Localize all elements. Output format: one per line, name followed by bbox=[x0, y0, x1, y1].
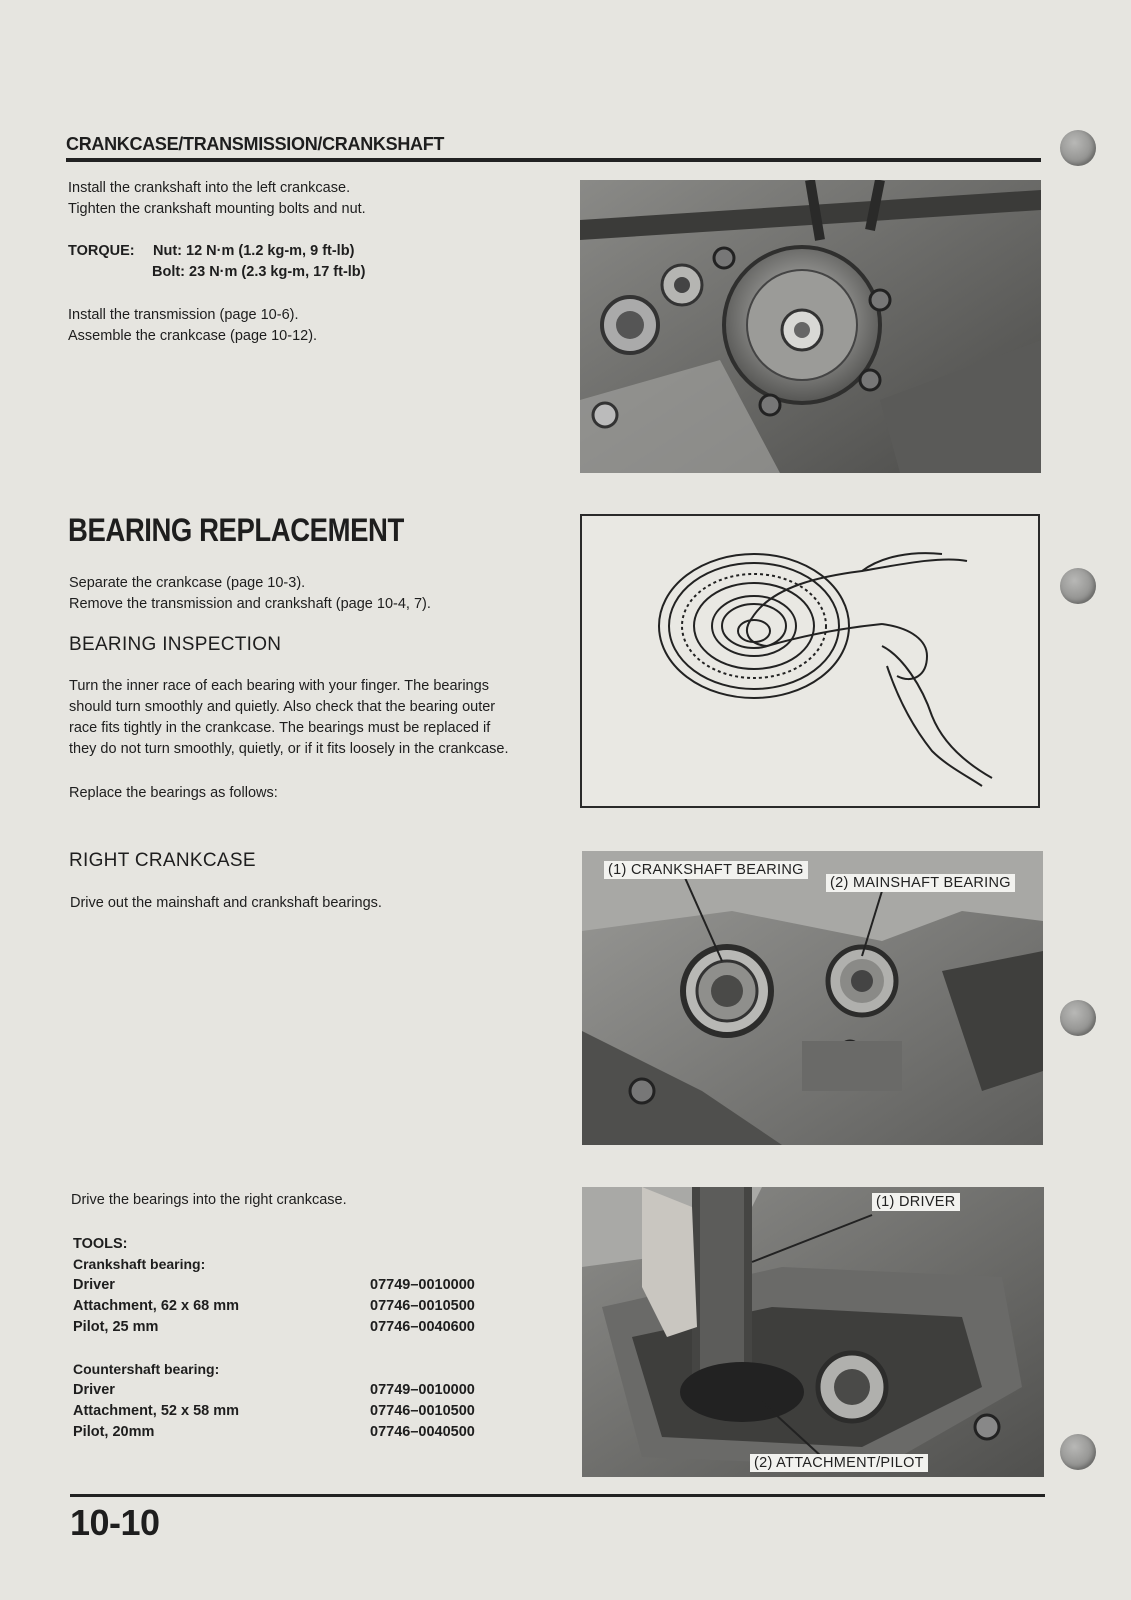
crankshaft-bearing-heading: Crankshaft bearing: bbox=[73, 1256, 206, 1272]
inspection-paragraph-line: race fits tightly in the crankcase. The bearings must be replaced if bbox=[69, 720, 491, 736]
bearing-finger-illustration bbox=[580, 514, 1040, 808]
inspection-paragraph-line: they do not turn smoothly, quietly, or if it fits loosely in the crankcase. bbox=[69, 741, 509, 757]
separate-crankcase-text: Separate the crankcase (page 10-3). bbox=[69, 575, 306, 591]
tool-code: 07749–0010000 bbox=[370, 1382, 475, 1398]
tool-code: 07746–0010500 bbox=[370, 1298, 475, 1314]
drive-bearings-text: Drive the bearings into the right crankcase. bbox=[71, 1192, 347, 1208]
torque-bolt: Bolt: 23 N·m (2.3 kg-m, 17 ft-lb) bbox=[152, 264, 366, 280]
tool-code: 07746–0040600 bbox=[370, 1319, 475, 1335]
tool-name: Pilot, 25 mm bbox=[73, 1319, 159, 1335]
mainshaft-bearing-label: (2) MAINSHAFT BEARING bbox=[826, 874, 1015, 892]
header-rule bbox=[66, 158, 1041, 162]
crankshaft-bearing-label: (1) CRANKSHAFT BEARING bbox=[604, 861, 808, 879]
driver-label: (1) DRIVER bbox=[872, 1193, 960, 1211]
tool-code: 07746–0010500 bbox=[370, 1403, 475, 1419]
tools-title: TOOLS: bbox=[73, 1236, 128, 1252]
footer-rule bbox=[70, 1494, 1045, 1497]
assemble-crankcase-text: Assemble the crankcase (page 10-12). bbox=[68, 328, 318, 344]
bearing-inspection-title: BEARING INSPECTION bbox=[69, 634, 282, 655]
drive-out-bearings-text: Drive out the mainshaft and crankshaft bearings. bbox=[70, 895, 382, 911]
tool-name: Driver bbox=[73, 1277, 115, 1293]
binder-hole bbox=[1060, 1000, 1096, 1036]
install-transmission-text: Install the transmission (page 10-6). bbox=[68, 307, 299, 323]
right-crankcase-photo bbox=[582, 851, 1043, 1145]
tighten-bolts-text: Tighten the crankshaft mounting bolts and nut. bbox=[68, 201, 366, 217]
attachment-pilot-label: (2) ATTACHMENT/PILOT bbox=[750, 1454, 928, 1472]
tool-name: Driver bbox=[73, 1382, 115, 1398]
page-number: 10-10 bbox=[70, 1502, 160, 1543]
torque-label: TORQUE: bbox=[68, 243, 135, 259]
binder-hole bbox=[1060, 568, 1096, 604]
binder-hole bbox=[1060, 1434, 1096, 1470]
tool-name: Attachment, 62 x 68 mm bbox=[73, 1298, 240, 1314]
tool-name: Pilot, 20mm bbox=[73, 1424, 155, 1440]
torque-nut: Nut: 12 N·m (1.2 kg-m, 9 ft-lb) bbox=[153, 243, 355, 259]
crankshaft-install-photo bbox=[580, 180, 1041, 473]
binder-hole bbox=[1060, 130, 1096, 166]
replace-bearings-text: Replace the bearings as follows: bbox=[69, 785, 278, 801]
driver-tool-photo bbox=[582, 1187, 1044, 1477]
tool-code: 07746–0040500 bbox=[370, 1424, 475, 1440]
page-header: CRANKCASE/TRANSMISSION/CRANKSHAFT bbox=[66, 134, 445, 154]
bearing-replacement-title: BEARING REPLACEMENT bbox=[68, 512, 404, 548]
right-crankcase-title: RIGHT CRANKCASE bbox=[69, 850, 256, 871]
tool-name: Attachment, 52 x 58 mm bbox=[73, 1403, 240, 1419]
inspection-paragraph-line: Turn the inner race of each bearing with your finger. The bearings bbox=[69, 678, 489, 694]
inspection-paragraph-line: should turn smoothly and quietly. Also check that the bearing outer bbox=[69, 699, 496, 715]
remove-transmission-text: Remove the transmission and crankshaft (page 10-4, 7). bbox=[69, 596, 431, 612]
install-crankshaft-text: Install the crankshaft into the left crankcase. bbox=[68, 180, 351, 196]
tool-code: 07749–0010000 bbox=[370, 1277, 475, 1293]
countershaft-bearing-heading: Countershaft bearing: bbox=[73, 1361, 220, 1377]
